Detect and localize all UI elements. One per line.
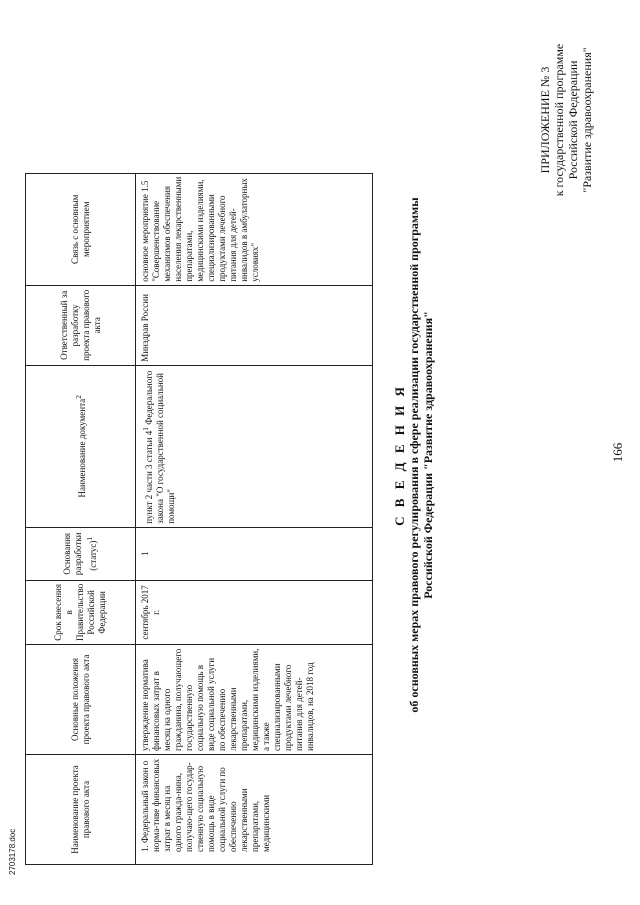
appendix-line: Российской Федерации [566,60,580,180]
appendix-block [538,5,594,235]
appendix-line: к государственной программе [552,43,566,197]
header-document [26,365,136,527]
document-text-rest: Федерального закона "О государственной социальной помощи" [144,370,176,524]
header-provisions: Основные положения проекта правового акта [26,645,136,755]
appendix-line: "Развитие здравоохранения" [580,47,594,193]
header-link: Связь с основным мероприятием [26,173,136,285]
cell-document [136,365,373,527]
cell-deadline: сентябрь 2017 г. [136,580,373,644]
row-number: 1. [140,845,150,852]
document-subtitle: Российской Федерации "Развитие здравоохранения" [421,311,435,599]
cell-link: основное мероприятие 1.5 "Совершенствование механизмов обеспечения населения лекарственными препаратами, медицинскими изделиями, специализированными продуктами лечебного питания для детей-инвалидов в амбулаторных условиях" [136,173,373,285]
header-basis [26,527,136,580]
cell-provisions: утверждение норматива финансовых затрат в месяц на одного гражданина, получающего государственную социальную помощь в виде социальной услуги по обеспечению лекарственными препаратами, медицинскими изделиями, а также специализированными продуктами лечебного питания для детей-инвалидов, на 2018 год [136,645,373,755]
header-deadline: Срок внесения в Правительство Российской Федерации [26,580,136,644]
cell-basis: 1 [136,527,373,580]
header-responsible: Ответственный за разработку проекта правового акта [26,285,136,365]
document-heading: С В Е Д Е Н И Я [392,384,407,526]
cell-responsible: Минздрав России [136,285,373,365]
header-act-name: Наименование проекта правового акта [26,755,136,865]
footnote-mark: 2 [74,395,83,399]
title-block [392,145,435,765]
act-name-text: Федеральный закон о норма-тиве финансовых затрат в месяц на одного гражда-нина, получаю-щего государ-ственную социальную помощь в виде социальной услуги по обеспечению лекарственными препаратами, медицинскими [140,758,271,852]
file-code: 2703178.doc [8,828,17,875]
cell-act-name [136,755,373,865]
footnote-mark: 1 [141,427,150,431]
header-basis-text: Основания разработки (статус) [62,532,98,576]
header-document-text: Наименование документа [77,398,87,498]
table-row [136,173,373,864]
document-text: пункт 2 части 3 статьи 4 [144,430,154,524]
table-header-row [26,173,136,864]
appendix-title: ПРИЛОЖЕНИЕ № 3 [538,66,552,174]
footnote-mark: 1 [85,536,94,541]
measures-table [25,173,373,865]
page-number: 166 [610,442,625,463]
document-subtitle: об основных мерах правового регулирования в сфере реализации государственной программы [407,197,421,713]
